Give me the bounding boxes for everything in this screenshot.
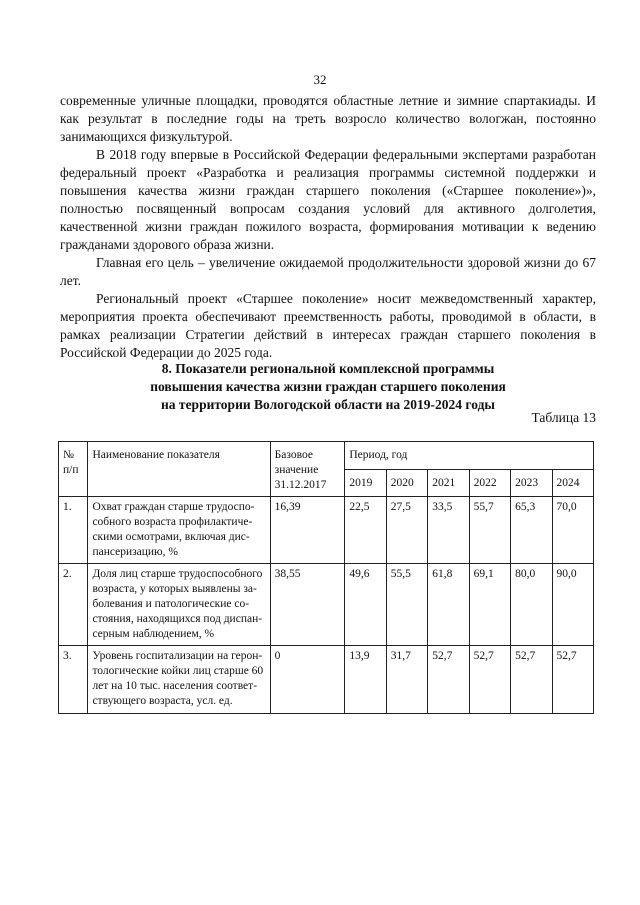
paragraph: Главная его цель – увеличение ожидаемой продолжительности здоровой жизни до 67 лет. xyxy=(60,255,596,288)
header-year: 2024 xyxy=(552,469,593,497)
row-value: 49,6 xyxy=(345,564,386,646)
row-value: 52,7 xyxy=(428,646,469,714)
row-value: 69,1 xyxy=(469,564,510,646)
row-value: 33,5 xyxy=(428,497,469,564)
header-name: Наименование показателя xyxy=(88,442,270,497)
row-num: 2. xyxy=(59,564,88,646)
body-text xyxy=(60,92,596,362)
section-title-line: на территории Вологодской области на 2019-2024 годы xyxy=(161,397,495,412)
header-year: 2021 xyxy=(428,469,469,497)
row-value: 27,5 xyxy=(386,497,427,564)
row-value: 31,7 xyxy=(386,646,427,714)
row-base: 38,55 xyxy=(270,564,345,646)
section-title-line: повышения качества жизни граждан старшего поколения xyxy=(150,379,506,394)
page-number: 32 xyxy=(313,72,327,87)
row-value: 13,9 xyxy=(345,646,386,714)
row-value: 70,0 xyxy=(552,497,593,564)
header-year: 2022 xyxy=(469,469,510,497)
row-value: 55,7 xyxy=(469,497,510,564)
row-value: 22,5 xyxy=(345,497,386,564)
table-header-row xyxy=(59,442,594,470)
section-title-line: 8. Показатели региональной комплексной программы xyxy=(161,361,495,376)
paragraph: современные уличные площадки, проводятся областные летние и зимние спартакиады. И как результат в последние годы на треть возросло количество вологжан, постоянно занимающихся физкультурой. xyxy=(60,93,596,144)
header-year: 2019 xyxy=(345,469,386,497)
row-num: 3. xyxy=(59,646,88,714)
row-value: 80,0 xyxy=(511,564,552,646)
row-name: Уровень госпитализации на герон-тологические койки лиц старше 60 лет на 10 тыс. населения соответ-ствующего возраста, усл. ед. xyxy=(88,646,270,714)
row-value: 90,0 xyxy=(552,564,593,646)
header-base: Базовое значение 31.12.2017 xyxy=(270,442,345,497)
section-title xyxy=(60,360,596,414)
row-value: 52,7 xyxy=(511,646,552,714)
row-num: 1. xyxy=(59,497,88,564)
table-row xyxy=(59,497,594,564)
paragraph: Региональный проект «Старшее поколение» носит межведомственный характер, мероприятия проекта обеспечивают преемственность работы, проводимой в области, в рамках реализации Стратегии действий в интересах граждан старшего поколения в Российской Федерации до 2025 года. xyxy=(60,291,596,360)
row-value: 55,5 xyxy=(386,564,427,646)
row-value: 52,7 xyxy=(469,646,510,714)
header-period: Период, год xyxy=(345,442,594,470)
table-caption: Таблица 13 xyxy=(531,410,596,425)
row-base: 16,39 xyxy=(270,497,345,564)
header-num: № п/п xyxy=(59,442,88,497)
row-value: 61,8 xyxy=(428,564,469,646)
paragraph: В 2018 году впервые в Российской Федерации федеральными экспертами разработан федеральный проект «Разработка и реализация программы системной поддержки и повышения качества жизни граждан старшего поколения («Старшее поколение»)», полностью посвященный вопросам создания условий для активного долголетия, качественной жизни граждан пожилого возраста, формирования мотивации к ведению гражданами здорового образа жизни. xyxy=(60,147,596,252)
row-value: 52,7 xyxy=(552,646,593,714)
table-row xyxy=(59,646,594,714)
row-name: Охват граждан старше трудоспо-собного возраста профилактиче-скими осмотрами, включая дис-пансеризацию, % xyxy=(88,497,270,564)
table-row xyxy=(59,564,594,646)
row-name: Доля лиц старше трудоспособного возраста, у которых выявлены за-болевания и патологические со-стояния, находящихся под диспан-серным наблюдением, % xyxy=(88,564,270,646)
row-value: 65,3 xyxy=(511,497,552,564)
header-year: 2020 xyxy=(386,469,427,497)
indicators-table xyxy=(58,441,594,714)
header-year: 2023 xyxy=(511,469,552,497)
row-base: 0 xyxy=(270,646,345,714)
